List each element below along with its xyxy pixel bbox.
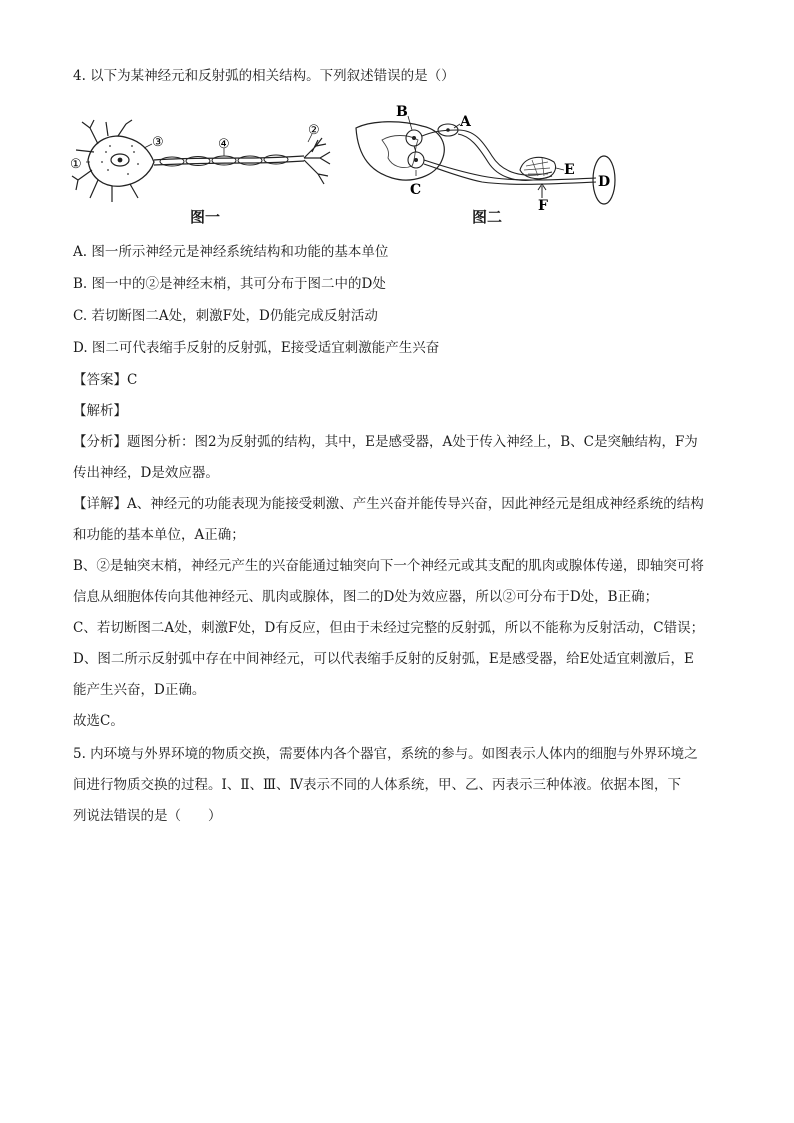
answer-tag: 【答案】 (73, 372, 127, 388)
detail-line-2: 和功能的基本单位，A正确； (73, 527, 245, 543)
q5-stem-line-3: 列说法错误的是（ ） (73, 808, 222, 824)
detail-line-8: 故选C。 (73, 713, 124, 729)
detail-line-4: 信息从细胞体传向其他神经元、肌肉或腺体，图二的D处为效应器，所以②可分布于D处，B正确； (73, 589, 659, 605)
figure-2-reflex-arc (352, 100, 622, 210)
q4-option-b: B. 图一中的②是神经末梢，其可分布于图二中的D处 (73, 276, 386, 292)
q4-option-d: D. 图二可代表缩手反射的反射弧，E接受适宜刺激能产生兴奋 (73, 340, 440, 356)
q4-stem: 4. 以下为某神经元和反射弧的相关结构。下列叙述错误的是（） (73, 68, 455, 84)
fig2-mark-A: A (460, 114, 471, 130)
fig1-mark-4: ④ (218, 137, 230, 152)
answer-row (73, 370, 137, 390)
fig1-mark-2: ② (308, 123, 320, 138)
figure-1-neuron (68, 118, 340, 204)
fig1-mark-3: ③ (152, 135, 164, 150)
q4-option-a: A. 图一所示神经元是神经系统结构和功能的基本单位 (73, 244, 389, 260)
fig1-mark-1: ① (70, 157, 82, 172)
detail-line-1: 【详解】A、神经元的功能表现为能接受刺激、产生兴奋并能传导兴奋，因此神经元是组成神经系统的结构 (73, 496, 704, 512)
answer-value: C (127, 372, 138, 388)
q4-option-c: C. 若切断图二A处，刺激F处，D仍能完成反射活动 (73, 308, 378, 324)
q5-stem-line-1: 5. 内环境与外界环境的物质交换，需要体内各个器官，系统的参与。如图表示人体内的细胞与外界环境之 (73, 746, 698, 762)
detail-line-3: B、②是轴突末梢，神经元产生的兴奋能通过轴突向下一个神经元或其支配的肌肉或腺体传递，即轴突可将 (73, 558, 704, 574)
analysis-line-2: 传出神经，D是效应器。 (73, 465, 219, 481)
fig2-mark-C: C (410, 182, 422, 198)
analysis-line-1: 【分析】题图分析：图2为反射弧的结构，其中，E是感受器，A处于传入神经上，B、C是突触结构，F为 (73, 434, 698, 450)
spinal-cord (356, 122, 444, 180)
neuron-axon-terminals (304, 138, 330, 184)
fig1-caption: 图一 (190, 208, 221, 226)
fig2-caption: 图二 (472, 208, 503, 226)
fig2-mark-B: B (396, 104, 408, 120)
detail-line-5: C、若切断图二A处，刺激F处，D有反应，但由于未经过完整的反射弧，所以不能称为反射活动，C错误； (73, 620, 705, 636)
detail-line-6: D、图二所示反射弧中存在中间神经元，可以代表缩手反射的反射弧，E是感受器，给E处适宜刺激后，E (73, 651, 694, 667)
fig2-mark-D: D (598, 174, 611, 190)
neuron-dendrites (72, 120, 138, 202)
detail-line-7: 能产生兴奋，D正确。 (73, 682, 206, 698)
fig2-mark-E: E (564, 162, 575, 178)
fig2-mark-F: F (538, 198, 548, 210)
analysis-tag: 【解析】 (73, 403, 127, 419)
q5-stem-line-2: 间进行物质交换的过程。Ⅰ、Ⅱ、Ⅲ、Ⅳ表示不同的人体系统，甲、乙、丙表示三种体液。依据本图，下 (73, 777, 682, 793)
